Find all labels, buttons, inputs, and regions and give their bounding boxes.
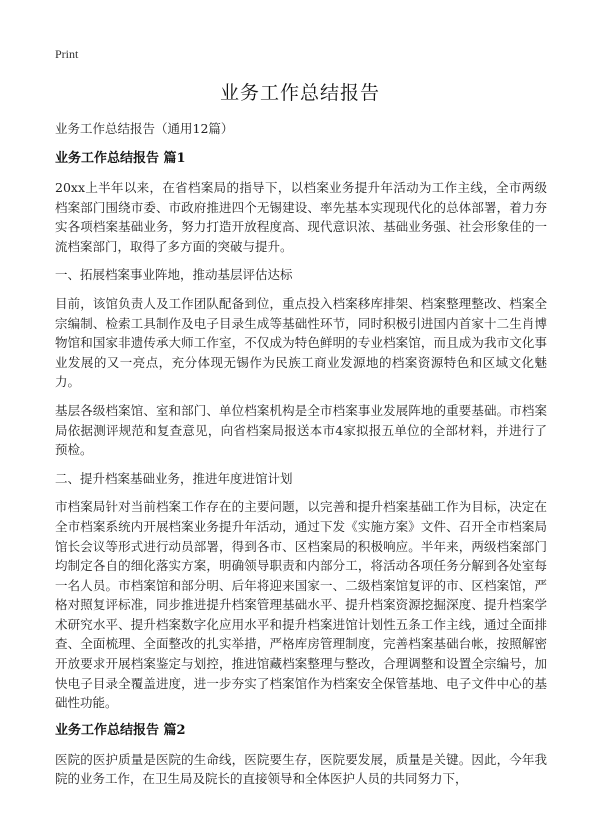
- print-link[interactable]: Print: [55, 47, 79, 61]
- paragraph: 市档案局针对当前档案工作存在的主要问题，以完善和提升档案基础工作为目标，决定在全市档案系统内开展档案业务提升年活动，通过下发《实施方案》文件、召开全市档案局馆长会议等形式进行动员部署，得到各市、区档案局的积极响应。半年来，两级档案部门均制定各自的细化落实方案，明确领导职责和内部分工，将活动各项任务分解到各处室每一名人员。市档案馆和部分明、后年将迎来国家一、二级档案馆复评的市、区档案馆，严格对照复评标准，同步推进提升档案管理基础水平、提升档案资源挖掘深度、提升档案学术研究水平、提升档案数字化应用水平和提升档案进馆计划性五条工作主线，通过全面排查、全面梳理、全面整改的扎实举措，严格库房管理制度，完善档案基础台帐，按照解密开放要求开展档案鉴定与划控，推进馆藏档案整理与整改，合理调整和设置全宗编号，加快电子目录全覆盖进度，进一步夯实了档案馆作为档案安全保管基地、电子文件中心的基础性功能。: [55, 499, 547, 711]
- section-heading: 业务工作总结报告 篇1: [55, 151, 186, 166]
- subsection-heading: 二、提升档案基础业务，推进年度进馆计划: [55, 470, 293, 486]
- subsection-heading: 一、拓展档案事业阵地，推动基层评估达标: [55, 267, 293, 283]
- section-1: [55, 150, 547, 713]
- document-title: 业务工作总结报告: [219, 82, 380, 104]
- section-2: [55, 722, 547, 789]
- paragraph: 医院的医护质量是医院的生命线，医院要生存，医院要发展，质量是关键。因此，今年我院的业务工作，在卫生局及院长的直接领导和全体医护人员的共同努力下，: [55, 751, 547, 787]
- paragraph: 基层各级档案馆、室和部门、单位档案机构是全市档案事业发展阵地的重要基础。市档案局依据测评规范和复查意见，向省档案局报送本市4家拟报五单位的全部材料，并进行了预检。: [55, 402, 547, 458]
- document-subtitle: 业务工作总结报告（通用12篇）: [55, 121, 234, 136]
- document-body: [55, 120, 547, 798]
- paragraph: 目前，该馆负责人及工作团队配备到位，重点投入档案移库排架、档案整理整改、档案全宗编制、检索工具制作及电子目录生成等基础性环节，同时积极引进国内首家十二生肖博物馆和国家非遗传承大师工作室，不仅成为特色鲜明的专业档案馆，而且成为我市文化事业发展的又一亮点，充分体现无锡作为民族工商业发源地的档案资源特色和区域文化魅力。: [55, 295, 547, 390]
- section-heading: 业务工作总结报告 篇2: [55, 722, 186, 738]
- paragraph: 20xx上半年以来，在省档案局的指导下，以档案业务提升年活动为工作主线，全市两级档案部门围绕市委、市政府推进四个无锡建设、率先基本实现现代化的总体部署，着力夯实各项档案基础业务，努力打造开放程度高、现代意识浓、基础业务强、社会形象佳的一流档案部门，取得了多方面的突破与提升。: [55, 180, 547, 254]
